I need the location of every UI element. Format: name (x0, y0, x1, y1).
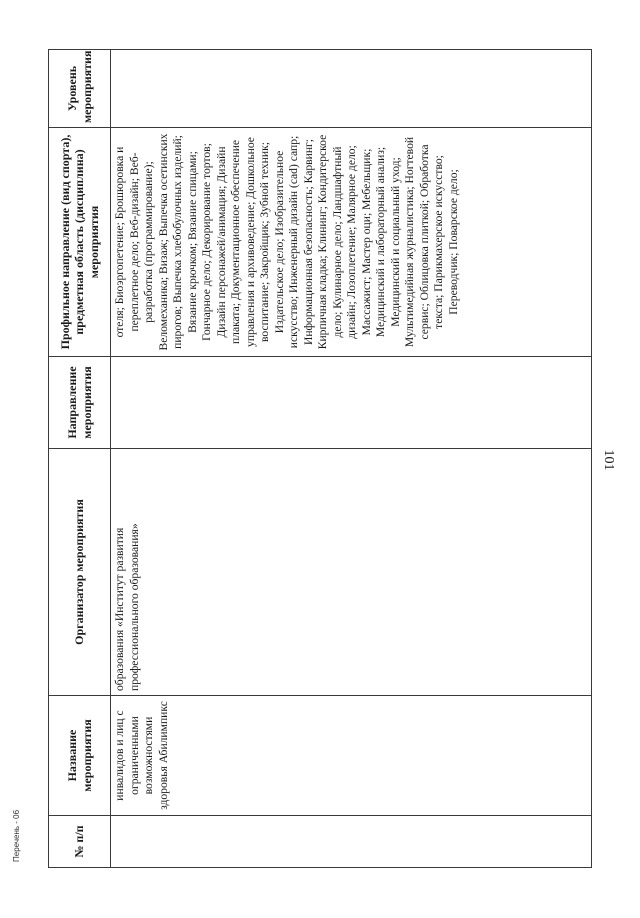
header-num: № п/п (49, 816, 111, 868)
footer-note: Перечень - 06 (12, 809, 21, 862)
page-number: 101 (601, 449, 616, 471)
events-table (48, 49, 592, 868)
cell-direction (111, 357, 592, 449)
table-row (111, 50, 592, 868)
header-level: Уровень мероприятия (49, 50, 111, 128)
header-name: Название мероприятия (49, 696, 111, 816)
cell-organizer: образования «Институт развития профессионального образования» (111, 449, 592, 696)
cell-level (111, 50, 592, 128)
rotated-table-area (48, 50, 592, 868)
cell-profile: отеля; Биоэргопетение; Брошюровка и переплетное дело; Веб-дизайн; Веб-разработка (программирование); Веломеханика; Визаж; Выпечка осетинских пирогов; Выпечка хлебобулочных изделий; Вязание крючком; Вязание спицами; Гончарное дело; Декорирование тортов; Дизайн персонажей/анимация; Дизайн плаката; Документационное обеспечение управления и архивоведение; Дошкольное воспитание; Закройщик; Зубной техник; Издательское дело; Изобразительное искусство; Инженерный дизайн (cad) сапр; Информационная безопасность; Карвинг; Кирпичная кладка; Клининг; Кондитерское дело; Кулинарное дело; Ландшафтный дизайн; Лозоплетение; Малярное дело; Массажист; Мастер оци; Мебельщик; Медицинский и лабораторный анализ; Медицинский и социальный уход; Мультимедийная журналистика; Ногтевой сервис; Облицовка плиткой; Обработка текста; Парикмахерское искусство; Переводчик; Поварское дело; (111, 128, 592, 357)
header-organizer: Организатор мероприятия (49, 449, 111, 696)
cell-name: инвалидов и лиц с ограниченными возможностями здоровья Абилимпикс (111, 696, 592, 816)
table-header-row (49, 50, 111, 868)
header-profile: Профильное направление (вид спорта), предметная область (дисциплина) мероприятия (49, 128, 111, 357)
header-direction: Направление мероприятия (49, 357, 111, 449)
cell-num (111, 816, 592, 868)
